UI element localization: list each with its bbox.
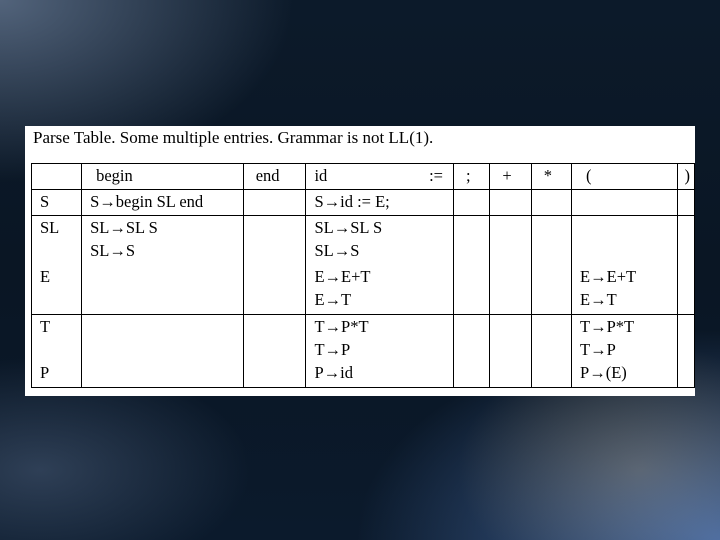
production: P→(E) [580,363,627,382]
row-label-S: S [32,190,82,216]
table-row-SL-E [32,216,695,315]
production: P→id [314,363,353,382]
cell-S-plus [490,190,531,216]
row-label-T: T [40,317,51,336]
production: SL→S [314,241,360,260]
production: E→T [580,290,617,309]
cell-S-begin: S→begin SL end [82,190,244,216]
col-header-plus: + [490,164,531,190]
production: E→E+T [314,267,371,286]
cell-SL-E-rparen [678,216,695,315]
production: SL→SL S [314,218,383,237]
row-label-P: P [40,363,50,382]
row-label-SL-E [32,216,82,315]
cell-T-P-begin [82,315,244,388]
col-header-lparen: ( [572,164,678,190]
col-header-star: * [531,164,571,190]
production: T→P [314,340,351,359]
col-header-semicolon: ; [453,164,489,190]
cell-S-star [531,190,571,216]
parse-table-figure [25,126,695,396]
cell-SL-E-plus [490,216,531,315]
production: E→T [314,290,352,309]
cell-T-P-end [243,315,306,388]
cell-SL-begin [82,216,244,315]
col-header-assign: := [429,166,443,185]
row-label-SL: SL [40,218,60,237]
cell-T-P-id [306,315,454,388]
cell-T-P-star [531,315,571,388]
cell-T-P-semi [453,315,489,388]
row-label-E: E [40,267,51,286]
table-row-T-P [32,315,695,388]
header-row [32,164,695,190]
col-header-id-assign [306,164,454,190]
production: SL→SL S [90,218,158,237]
corner-cell [32,164,82,190]
cell-T-P-plus [490,315,531,388]
cell-SL-E-id [306,216,454,315]
production: SL→S [90,241,136,260]
row-label-T-P [32,315,82,388]
cell-S-end [243,190,306,216]
cell-SL-E-lparen [572,216,678,315]
cell-S-lparen [572,190,678,216]
col-header-id: id [314,166,328,185]
production: T→P*T [314,317,369,336]
cell-SL-E-end [243,216,306,315]
figure-caption: Parse Table. Some multiple entries. Grammar is not LL(1). [33,128,434,147]
cell-S-id: S→id := E; [306,190,454,216]
parse-table [31,163,695,388]
cell-S-rparen [678,190,695,216]
col-header-begin: begin [82,164,244,190]
cell-S-semi [453,190,489,216]
table-row-S [32,190,695,216]
production: E→E+T [580,267,637,286]
cell-T-P-rparen [678,315,695,388]
rparen-label: ) [684,166,690,185]
cell-SL-E-semi [453,216,489,315]
col-header-end: end [243,164,306,190]
cell-T-P-lparen [572,315,678,388]
col-header-rparen [678,164,695,190]
cell-SL-E-star [531,216,571,315]
production: T→P [580,340,616,359]
production: T→P*T [580,317,635,336]
